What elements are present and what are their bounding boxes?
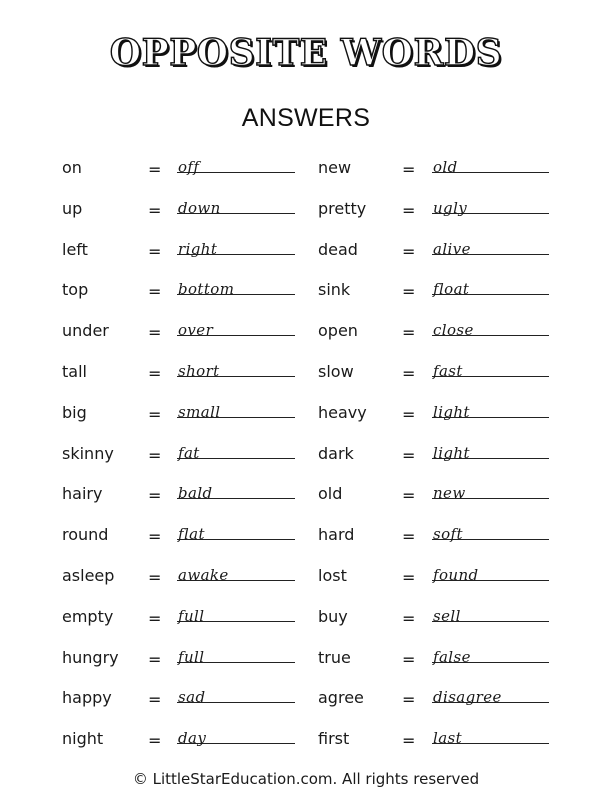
right-equals-sign: =	[402, 527, 416, 547]
right-answer: soft	[433, 525, 463, 544]
left-equals-sign: =	[148, 608, 162, 628]
word-pair-row	[0, 240, 612, 270]
right-answer: last	[433, 729, 463, 748]
left-word: hairy	[62, 484, 103, 504]
left-word: hungry	[62, 647, 119, 667]
word-pair-row	[0, 158, 612, 188]
left-equals-sign: =	[148, 731, 162, 751]
left-equals-sign: =	[148, 649, 162, 669]
word-pair-row	[0, 566, 612, 596]
left-equals-sign: =	[148, 364, 162, 383]
left-answer: flat	[178, 525, 205, 544]
left-answer: full	[178, 647, 205, 666]
right-answer: close	[433, 321, 474, 340]
right-equals-sign: =	[402, 404, 416, 424]
word-pair-row	[0, 321, 612, 351]
word-pair-row	[0, 607, 612, 637]
right-word: dark	[318, 443, 354, 463]
right-answer: light	[433, 443, 470, 462]
word-pair-row	[0, 729, 612, 759]
word-pair-row	[0, 403, 612, 433]
right-equals-sign: =	[402, 445, 416, 465]
left-equals-sign: =	[148, 200, 162, 220]
right-answer: false	[433, 647, 471, 666]
left-equals-sign: =	[148, 690, 162, 710]
right-equals-sign: =	[402, 608, 416, 628]
word-pair-row	[0, 199, 612, 229]
left-word: night	[62, 729, 104, 749]
left-equals-sign: =	[148, 445, 162, 465]
word-pair-row	[0, 648, 612, 678]
left-answer: bottom	[178, 280, 235, 299]
left-answer: fat	[178, 443, 200, 462]
right-answer: disagree	[433, 688, 502, 707]
left-word: asleep	[62, 566, 115, 585]
left-word: empty	[62, 606, 114, 626]
right-word: heavy	[318, 402, 367, 422]
right-answer: old	[433, 158, 458, 176]
left-word: under	[62, 321, 109, 341]
right-word: new	[318, 158, 352, 177]
left-word: up	[62, 198, 83, 218]
right-answer: found	[433, 566, 479, 584]
right-answer: fast	[433, 362, 463, 380]
page-title: OPPOSITE WORDS	[109, 32, 503, 74]
right-word: first	[318, 729, 350, 749]
right-answer: sell	[433, 606, 461, 625]
left-answer: down	[178, 198, 221, 217]
left-word: skinny	[62, 443, 114, 463]
right-word: dead	[318, 239, 358, 259]
right-word: buy	[318, 606, 348, 626]
right-equals-sign: =	[402, 731, 416, 751]
right-equals-sign: =	[402, 486, 416, 506]
left-answer: over	[178, 321, 214, 340]
left-equals-sign: =	[148, 282, 162, 302]
right-equals-sign: =	[402, 568, 416, 587]
left-answer: right	[178, 239, 218, 258]
right-equals-sign: =	[402, 364, 416, 383]
left-answer: awake	[178, 566, 229, 584]
word-pair-row	[0, 362, 612, 392]
left-equals-sign: =	[148, 527, 162, 547]
word-pair-row	[0, 280, 612, 310]
word-pair-row	[0, 444, 612, 474]
right-equals-sign: =	[402, 282, 416, 302]
left-equals-sign: =	[148, 241, 162, 261]
left-word: on	[62, 158, 82, 177]
left-word: top	[62, 280, 89, 300]
left-word: left	[62, 239, 88, 259]
right-equals-sign: =	[402, 690, 416, 710]
right-answer: new	[433, 484, 466, 503]
page-subtitle: ANSWERS	[241, 104, 371, 132]
word-pair-row	[0, 688, 612, 718]
left-answer: off	[178, 158, 200, 176]
left-equals-sign: =	[148, 568, 162, 587]
right-word: slow	[318, 362, 354, 381]
right-word: open	[318, 321, 358, 341]
right-word: pretty	[318, 198, 367, 218]
right-equals-sign: =	[402, 241, 416, 261]
left-answer: full	[178, 606, 205, 625]
right-equals-sign: =	[402, 323, 416, 343]
right-equals-sign: =	[402, 200, 416, 220]
right-answer: ugly	[433, 198, 468, 217]
left-answer: small	[178, 402, 221, 421]
right-word: sink	[318, 280, 351, 300]
copyright-footer: © LittleStarEducation.com. All rights reserved	[132, 770, 480, 788]
left-equals-sign: =	[148, 486, 162, 506]
word-pair-row	[0, 484, 612, 514]
right-word: lost	[318, 566, 347, 585]
left-word: big	[62, 402, 87, 422]
left-equals-sign: =	[148, 160, 162, 179]
left-word: round	[62, 525, 109, 545]
left-equals-sign: =	[148, 323, 162, 343]
right-answer: float	[433, 280, 470, 299]
left-answer: short	[178, 362, 220, 380]
right-word: hard	[318, 525, 355, 545]
right-word: old	[318, 484, 343, 504]
word-pair-row	[0, 525, 612, 555]
right-answer: alive	[433, 239, 471, 258]
right-word: true	[318, 647, 351, 667]
left-equals-sign: =	[148, 404, 162, 424]
left-answer: day	[178, 729, 207, 748]
right-word: agree	[318, 688, 364, 708]
left-word: tall	[62, 362, 87, 381]
left-answer: bald	[178, 484, 213, 503]
right-equals-sign: =	[402, 649, 416, 669]
left-answer: sad	[178, 688, 206, 707]
right-equals-sign: =	[402, 160, 416, 179]
left-word: happy	[62, 688, 112, 708]
right-answer: light	[433, 402, 470, 421]
